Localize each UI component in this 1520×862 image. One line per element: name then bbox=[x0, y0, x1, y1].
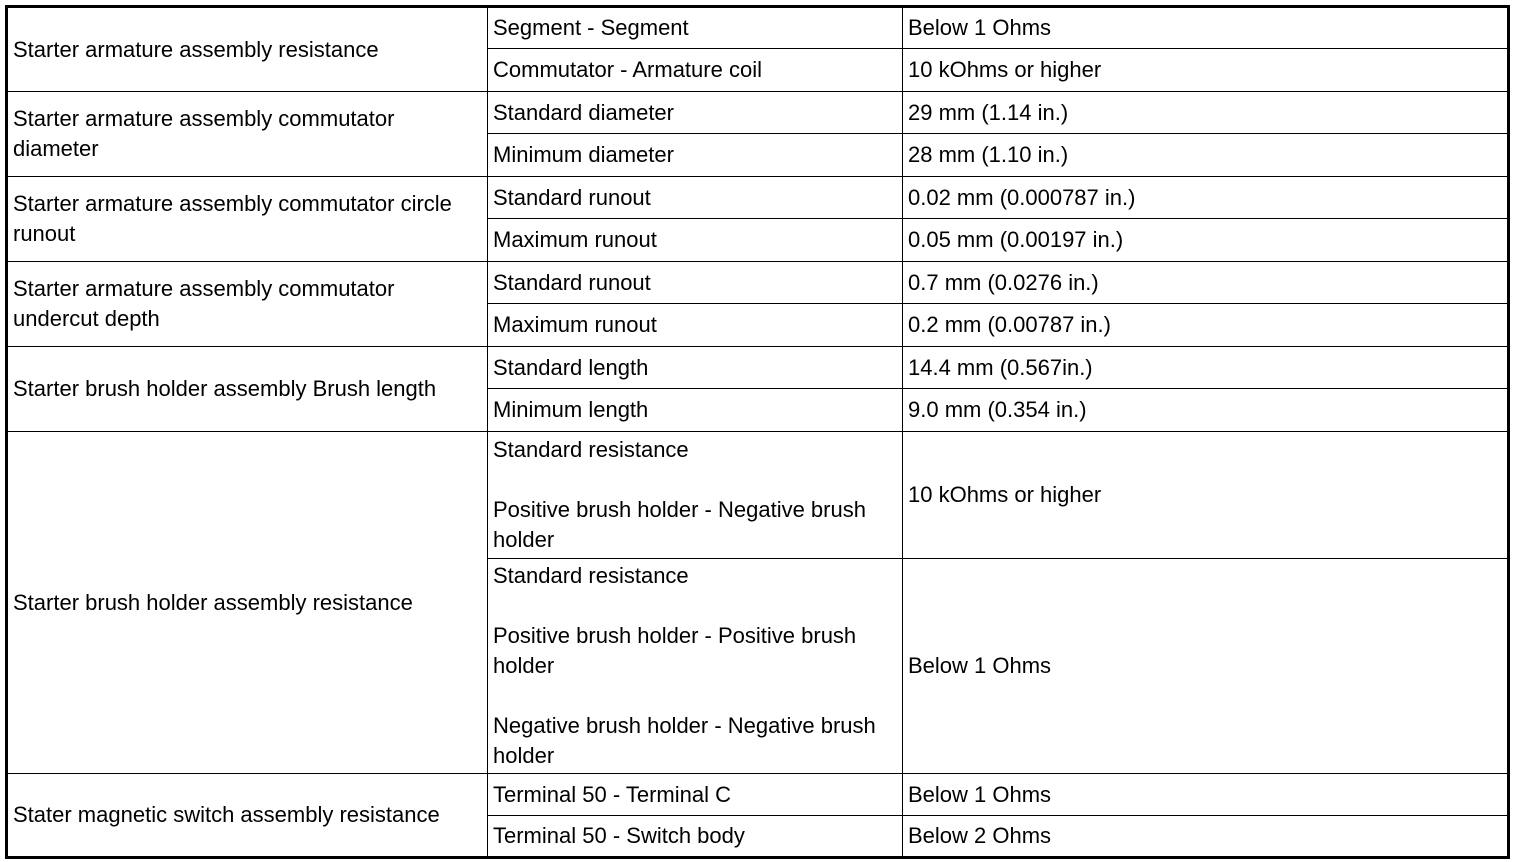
item-cell: Starter armature assembly commutator diameter bbox=[7, 92, 488, 177]
spec-table bbox=[5, 5, 1510, 859]
value-cell: 9.0 mm (0.354 in.) bbox=[903, 389, 1509, 432]
item-cell: Starter armature assembly commutator circle runout bbox=[7, 177, 488, 262]
item-cell: Starter armature assembly commutator undercut depth bbox=[7, 262, 488, 347]
value-cell: Below 2 Ohms bbox=[903, 816, 1509, 858]
item-cell: Stater magnetic switch assembly resistance bbox=[7, 774, 488, 858]
item-cell: Starter brush holder assembly Brush length bbox=[7, 347, 488, 432]
table-row bbox=[7, 177, 1509, 219]
condition-cell: Standard diameter bbox=[488, 92, 903, 134]
condition-cell: Segment - Segment bbox=[488, 7, 903, 49]
condition-cell: Minimum diameter bbox=[488, 134, 903, 177]
table-row bbox=[7, 347, 1509, 389]
table-row bbox=[7, 92, 1509, 134]
table-row bbox=[7, 262, 1509, 304]
condition-cell: Standard length bbox=[488, 347, 903, 389]
value-cell: 0.02 mm (0.000787 in.) bbox=[903, 177, 1509, 219]
condition-cell: Terminal 50 - Terminal C bbox=[488, 774, 903, 816]
value-cell: 0.05 mm (0.00197 in.) bbox=[903, 219, 1509, 262]
condition-cell: Maximum runout bbox=[488, 304, 903, 347]
value-cell: 28 mm (1.10 in.) bbox=[903, 134, 1509, 177]
value-cell: 0.2 mm (0.00787 in.) bbox=[903, 304, 1509, 347]
value-cell: Below 1 Ohms bbox=[903, 559, 1509, 774]
condition-cell: Standard runout bbox=[488, 262, 903, 304]
condition-cell: Commutator - Armature coil bbox=[488, 49, 903, 92]
condition-cell: Standard resistance Positive brush holder - Negative brush holder bbox=[488, 432, 903, 559]
condition-cell: Maximum runout bbox=[488, 219, 903, 262]
condition-cell: Standard resistance Positive brush holder - Positive brush holder Negative brush holder - Negative brush holder bbox=[488, 559, 903, 774]
condition-cell: Minimum length bbox=[488, 389, 903, 432]
condition-cell: Terminal 50 - Switch body bbox=[488, 816, 903, 858]
item-cell: Starter armature assembly resistance bbox=[7, 7, 488, 92]
table-row bbox=[7, 432, 1509, 559]
condition-cell: Standard runout bbox=[488, 177, 903, 219]
value-cell: 10 kOhms or higher bbox=[903, 49, 1509, 92]
value-cell: 0.7 mm (0.0276 in.) bbox=[903, 262, 1509, 304]
value-cell: 14.4 mm (0.567in.) bbox=[903, 347, 1509, 389]
table-row bbox=[7, 774, 1509, 816]
item-cell: Starter brush holder assembly resistance bbox=[7, 432, 488, 774]
value-cell: 10 kOhms or higher bbox=[903, 432, 1509, 559]
value-cell: Below 1 Ohms bbox=[903, 774, 1509, 816]
value-cell: 29 mm (1.14 in.) bbox=[903, 92, 1509, 134]
table-row bbox=[7, 7, 1509, 49]
value-cell: Below 1 Ohms bbox=[903, 7, 1509, 49]
